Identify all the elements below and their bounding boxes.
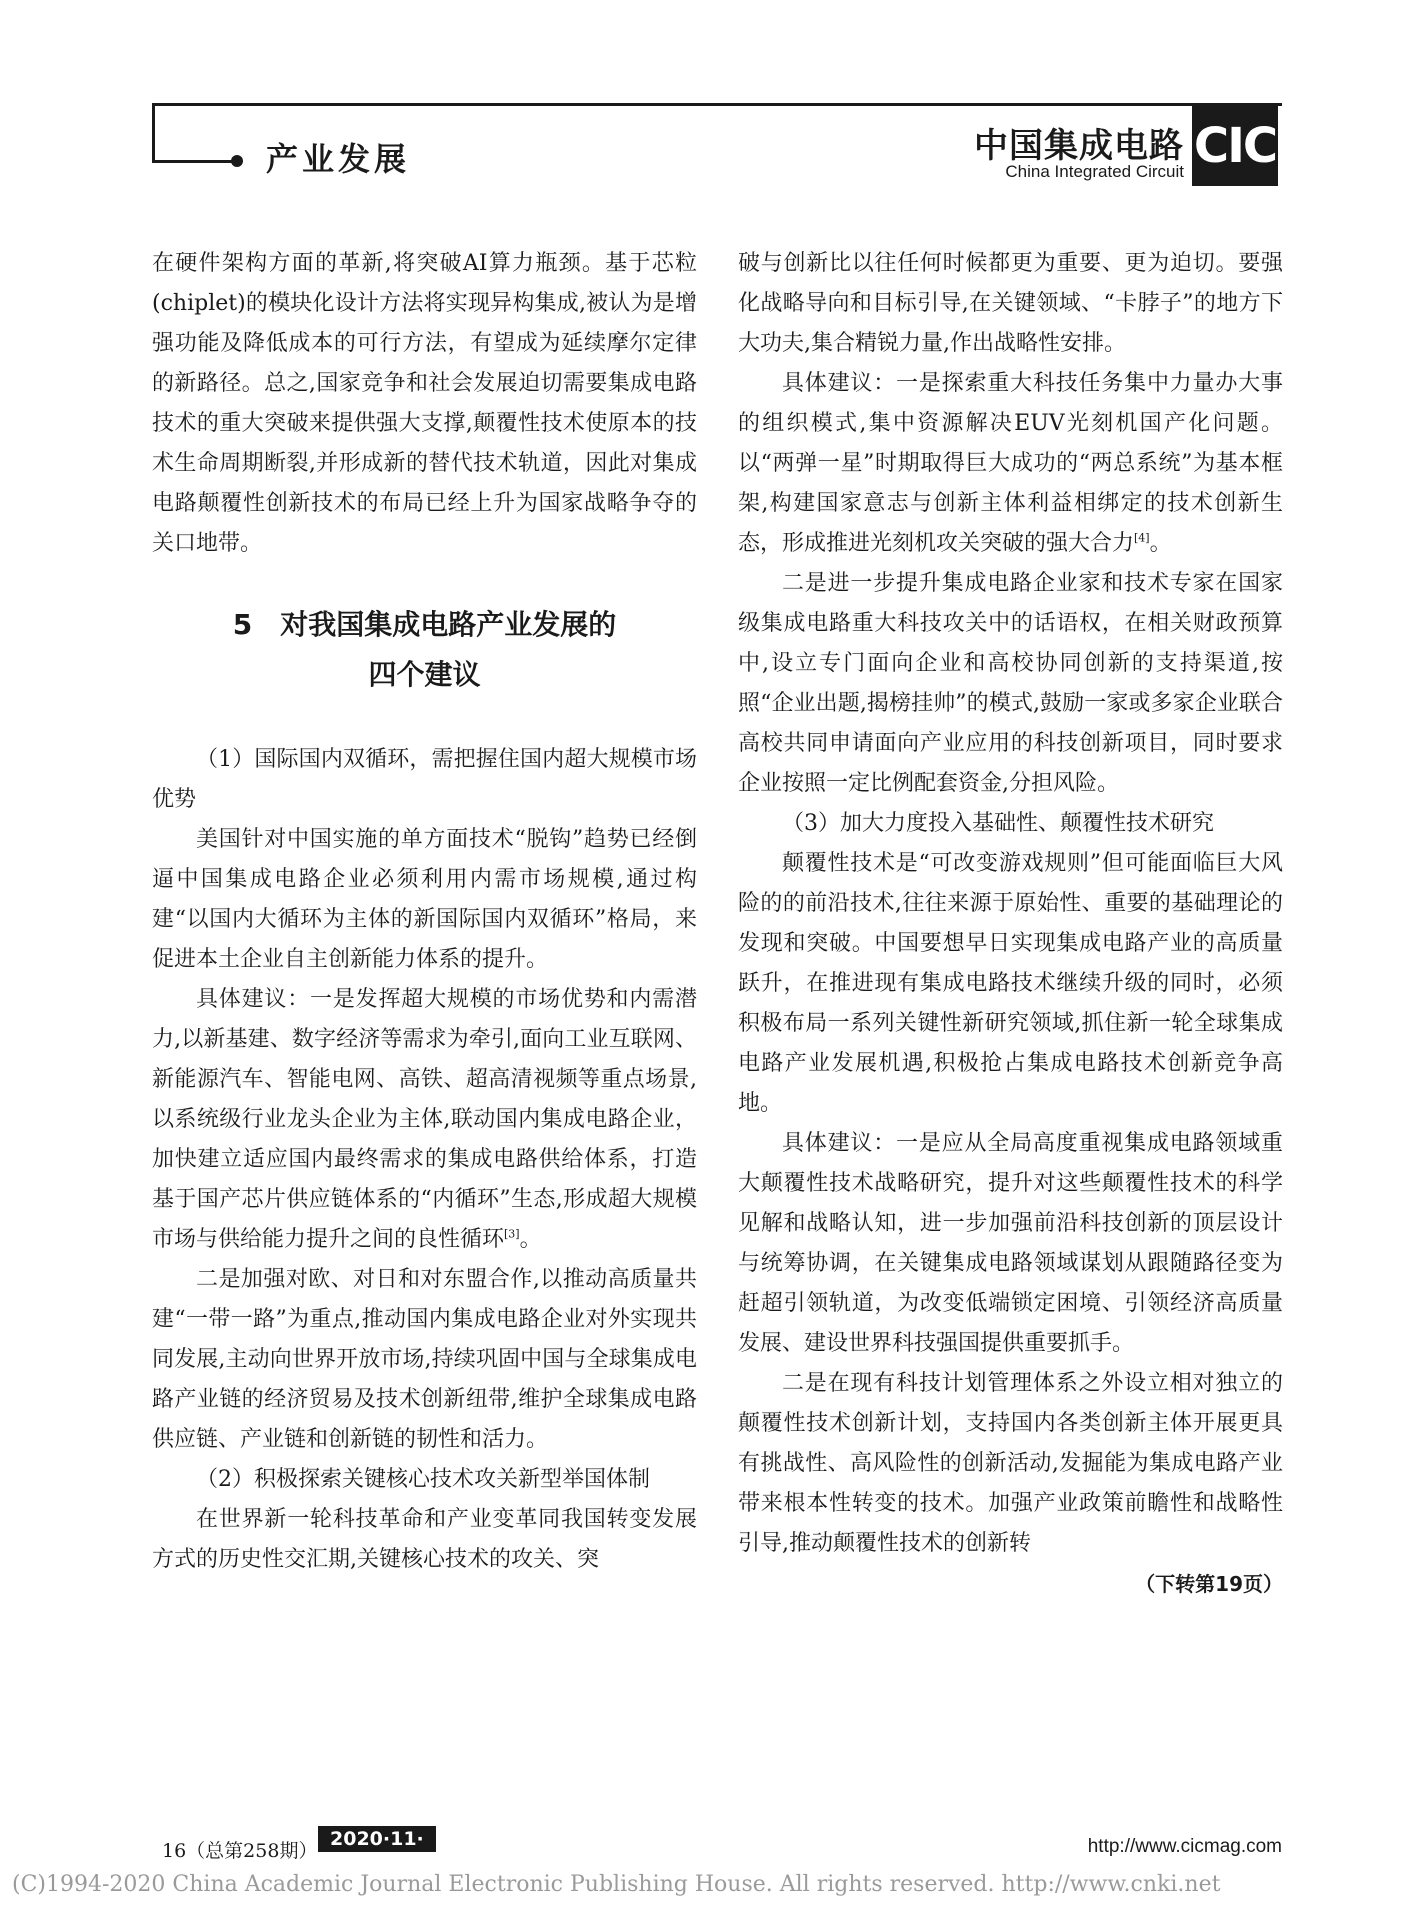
- cic-logo: CIC: [1192, 106, 1278, 186]
- paragraph: [738, 364, 1283, 564]
- section-name: 产业发展: [266, 140, 411, 178]
- paragraph: 二是进一步提升集成电路企业家和技术专家在国家级集成电路重大科技攻关中的话语权，在相关财政预算中,设立专门面向企业和高校协同创新的支持渠道,按照“企业出题,揭榜挂帅”的模式,鼓励一家或多家企业联合高校共同申请面向产业应用的科技创新项目，同时要求企业按照一定比例配套资金,分担风险。: [738, 571, 1283, 796]
- heading-line-1: 5 对我国集成电路产业发展的: [232, 608, 617, 641]
- section-heading: [152, 600, 697, 700]
- header-rule-left: [152, 103, 155, 163]
- paragraph-end: 。: [1149, 531, 1172, 556]
- paragraph: 具体建议：一是应从全局高度重视集成电路领域重大颠覆性技术战略研究，提升对这些颠覆性技术的科学见解和战略认知，进一步加强前沿科技创新的顶层设计与统筹协调，在关键集成电路领域谋划从跟随路径变为赶超引领轨道，为改变低端锁定困境、引领经济高质量发展、建设世界科技强国提供重要抓手。: [738, 1131, 1283, 1356]
- paragraph: 破与创新比以往任何时候都更为重要、更为迫切。要强化战略导向和目标引导,在关键领域、“卡脖子”的地方下大功夫,集合精锐力量,作出战略性安排。: [738, 251, 1283, 356]
- copyright-notice: (C)1994-2020 China Academic Journal Electronic Publishing House. All rights reserved. http://www.cnki.net: [12, 1872, 1221, 1897]
- citation-ref: [4]: [1134, 531, 1150, 545]
- magazine-title-en: China Integrated Circuit: [1005, 162, 1184, 181]
- continue-note: （下转第19页）: [1135, 1572, 1283, 1596]
- paragraph-end: 。: [519, 1227, 542, 1252]
- paragraph: 在世界新一轮科技革命和产业变革同我国转变发展方式的历史性交汇期,关键核心技术的攻关、突: [152, 1507, 697, 1572]
- header-dot: [231, 155, 243, 167]
- paragraph: 二是加强对欧、对日和对东盟合作,以推动高质量共建“一带一路”为重点,推动国内集成电路企业对外实现共同发展,主动向世界开放市场,持续巩固中国与全球集成电路产业链的经济贸易及技术创新纽带,维护全球集成电路供应链、产业链和创新链的韧性和活力。: [152, 1267, 697, 1452]
- page-number: 16（总第258期）: [162, 1840, 318, 1862]
- footer-url: http://www.cicmag.com: [1087, 1836, 1282, 1857]
- subheading: （1）国际国内双循环，需把握住国内超大规模市场优势: [152, 747, 697, 812]
- issue-badge: 2020·11·: [318, 1826, 436, 1852]
- right-column: [738, 244, 1283, 1604]
- subheading: （2）积极探索关键核心技术攻关新型举国体制: [196, 1467, 650, 1492]
- header-rule-bottom: [152, 160, 232, 163]
- paragraph: 美国针对中国实施的单方面技术“脱钩”趋势已经倒逼中国集成电路企业必须利用内需市场规模,通过构建“以国内大循环为主体的新国际国内双循环”格局，来促进本土企业自主创新能力体系的提升。: [152, 827, 697, 972]
- paragraph: [152, 980, 697, 1260]
- paragraph-text: 具体建议：一是探索重大科技任务集中力量办大事的组织模式,集中资源解决EUV光刻机国产化问题。以“两弹一星”时期取得巨大成功的“两总系统”为基本框架,构建国家意志与创新主体利益相绑定的技术创新生态，形成推进光刻机攻关突破的强大合力: [738, 371, 1283, 556]
- paragraph: 颠覆性技术是“可改变游戏规则”但可能面临巨大风险的的前沿技术,往往来源于原始性、重要的基础理论的发现和突破。中国要想早日实现集成电路产业的高质量跃升，在推进现有集成电路技术继续升级的同时，必须积极布局一系列关键性新研究领域,抓住新一轮全球集成电路产业发展机遇,积极抢占集成电路技术创新竞争高地。: [738, 851, 1283, 1116]
- heading-line-2: 四个建议: [368, 658, 481, 691]
- paragraph: 在硬件架构方面的革新,将突破AI算力瓶颈。基于芯粒(chiplet)的模块化设计方法将实现异构集成,被认为是增强功能及降低成本的可行方法，有望成为延续摩尔定律的新路径。总之,国家竞争和社会发展迫切需要集成电路技术的重大突破来提供强大支撑,颠覆性技术使原本的技术生命周期断裂,并形成新的替代技术轨道，因此对集成电路颠覆性创新技术的布局已经上升为国家战略争夺的关口地带。: [152, 251, 697, 556]
- citation-ref: [3]: [504, 1227, 520, 1241]
- left-column: [152, 244, 697, 1580]
- paragraph-text: 具体建议：一是发挥超大规模的市场优势和内需潜力,以新基建、数字经济等需求为牵引,面向工业互联网、新能源汽车、智能电网、高铁、超高清视频等重点场景,以系统级行业龙头企业为主体,联动国内集成电路企业，加快建立适应国内最终需求的集成电路供给体系，打造基于国产芯片供应链体系的“内循环”生态,形成超大规模市场与供给能力提升之间的良性循环: [152, 987, 697, 1252]
- magazine-title-cn: 中国集成电路: [974, 126, 1184, 166]
- header-rule: [152, 103, 1282, 106]
- paragraph: 二是在现有科技计划管理体系之外设立相对独立的颠覆性技术创新计划，支持国内各类创新主体开展更具有挑战性、高风险性的创新活动,发掘能为集成电路产业带来根本性转变的技术。加强产业政策前瞻性和战略性引导,推动颠覆性技术的创新转: [738, 1371, 1283, 1556]
- subheading: （3）加大力度投入基础性、颠覆性技术研究: [782, 811, 1214, 836]
